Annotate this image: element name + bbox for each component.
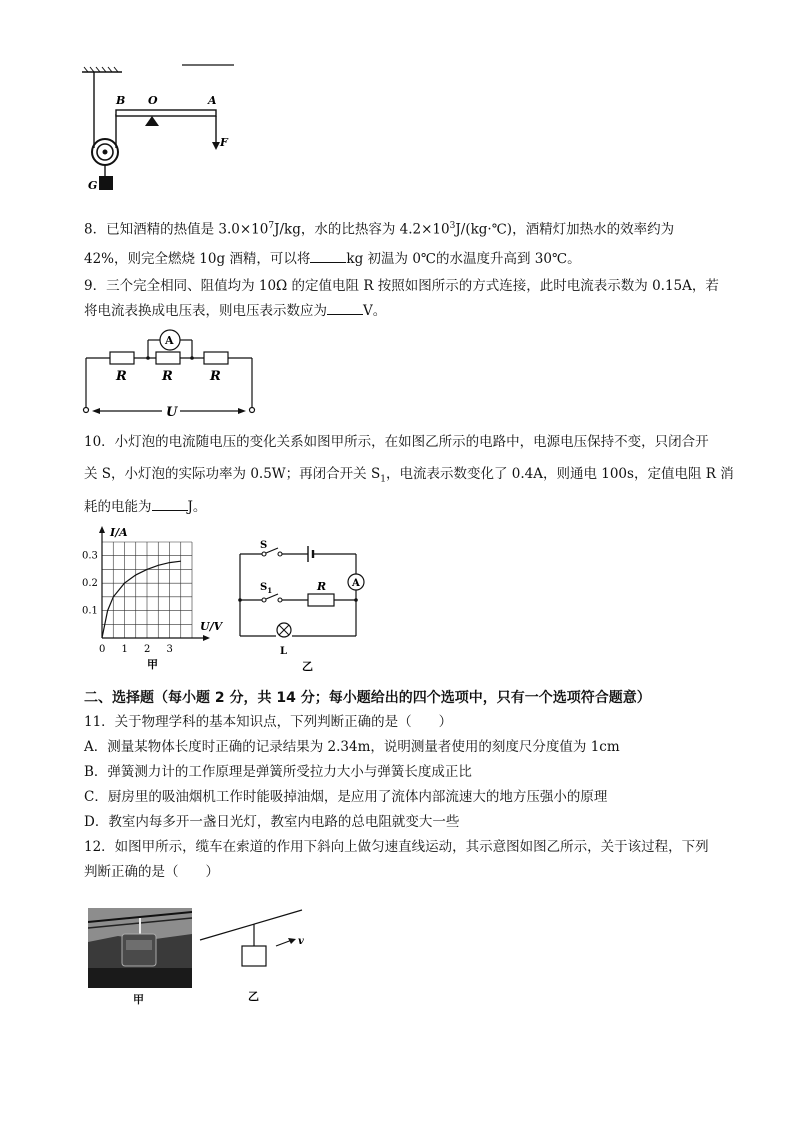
q8-answer-blank[interactable]	[310, 248, 346, 263]
x-tick-label: 1	[121, 644, 128, 655]
y-tick-label: 0.1	[82, 605, 98, 617]
q12-line1: 12．如图甲所示，缆车在索道的作用下斜向上做匀速直线运动，其示意图如图乙所示，关于该过程，下列	[84, 839, 709, 855]
y-axis-arrow	[99, 526, 105, 533]
q11-option-a[interactable]: A．测量某物体长度时正确的记录结果为 2.34m，说明测量者使用的刻度尺分度值为 1cm	[84, 739, 620, 755]
resistor-r	[308, 594, 334, 606]
velocity-label: v	[298, 936, 304, 947]
ammeter-label-b: A	[352, 578, 360, 589]
iv-curve	[102, 561, 181, 638]
x-axis-label: U/V	[200, 620, 223, 633]
y-tick-label: 0.3	[82, 550, 98, 562]
ammeter-label: A	[165, 334, 174, 347]
switch-s-label: S	[260, 540, 268, 551]
cabin-box	[242, 946, 266, 966]
iv-chart	[80, 522, 230, 672]
label-f: F	[220, 136, 228, 149]
resistor-r-label: R	[317, 580, 327, 593]
q9-circuit-figure	[76, 324, 266, 420]
q11-option-d[interactable]: D．教室内每多开一盏日光灯，教室内电路的总电阻就变大一些	[84, 814, 460, 830]
x-tick-label: 3	[166, 644, 173, 655]
cable-car-photo	[88, 908, 192, 988]
section2-title: 二、选择题（每小题 2 分，共 14 分；每小题给出的四个选项中，只有一个选项符合题意）	[84, 690, 651, 706]
resistor-1-label: R	[116, 369, 127, 384]
resistor-2	[156, 352, 180, 364]
label-b: B	[116, 94, 126, 107]
voltage-label: U	[166, 405, 178, 420]
q10-circuit-figure	[232, 540, 372, 674]
x-tick-label: 0	[99, 644, 106, 655]
q9-line2: 将电流表换成电压表，则电压表示数应为 V。	[84, 300, 386, 321]
circuit-caption: 乙	[302, 660, 313, 673]
q12-line2: 判断正确的是（ ）	[84, 864, 219, 880]
x-tick-label: 2	[144, 644, 151, 655]
y-tick-label: 0.2	[82, 578, 98, 590]
q11-stem: 11．关于物理学科的基本知识点，下列判断正确的是（ ）	[84, 714, 453, 730]
cable-car-diagram	[196, 906, 316, 1006]
diagram-caption: 乙	[248, 990, 259, 1003]
chart-caption: 甲	[147, 658, 158, 671]
q8-line2: 42%，则完全燃烧 10g 酒精，可以将 kg 初温为 0℃的水温度升高到 30℃。	[84, 248, 581, 269]
switch-s1-label: $S_1$	[260, 582, 273, 595]
q9-answer-blank[interactable]	[327, 300, 363, 315]
photo-caption: 甲	[133, 993, 144, 1006]
x-axis-arrow	[203, 635, 210, 641]
label-a: A	[208, 94, 217, 107]
resistor-2-label: R	[162, 369, 173, 384]
q10-line2: 关 S，小灯泡的实际功率为 0.5W；再闭合开关 $S_1$，电流表示数变化了 0.4A，则通电 100s，定值电阻 R 消	[84, 466, 734, 485]
lamp-label: L	[280, 646, 288, 657]
y-axis-label: I/A	[110, 526, 128, 539]
resistor-3	[204, 352, 228, 364]
resistor-3-label: R	[210, 369, 221, 384]
q9-line1: 9．三个完全相同、阻值均为 10Ω 的定值电阻 R 按照如图所示的方式连接，此时电流表示数为 0.15A，若	[84, 278, 719, 294]
q10-line1: 10．小灯泡的电流随电压的变化关系如图甲所示，在如图乙所示的电路中，电源电压保持不变，只闭合开	[84, 434, 709, 450]
switch-s	[266, 548, 278, 553]
q11-option-b[interactable]: B．弹簧测力计的工作原理是弹簧所受拉力大小与弹簧长度成正比	[84, 764, 472, 780]
q8-line1: 8．已知酒精的热值是 $3.0\times 10^7J/kg$，水的比热容为 $4.2\times 10^3J/(kg\cdot℃)$，酒精灯加热水的效率约为	[84, 221, 675, 238]
label-g: G	[88, 179, 98, 192]
resistor-1	[110, 352, 134, 364]
q11-option-c[interactable]: C．厨房里的吸油烟机工作时能吸掉油烟，是应用了流体内部流速大的地方压强小的原理	[84, 789, 608, 805]
label-o: O	[148, 94, 158, 107]
q10-line3: 耗的电能为 J。	[84, 496, 206, 517]
q10-answer-blank[interactable]	[152, 496, 188, 511]
lever-pulley-figure	[80, 58, 260, 198]
